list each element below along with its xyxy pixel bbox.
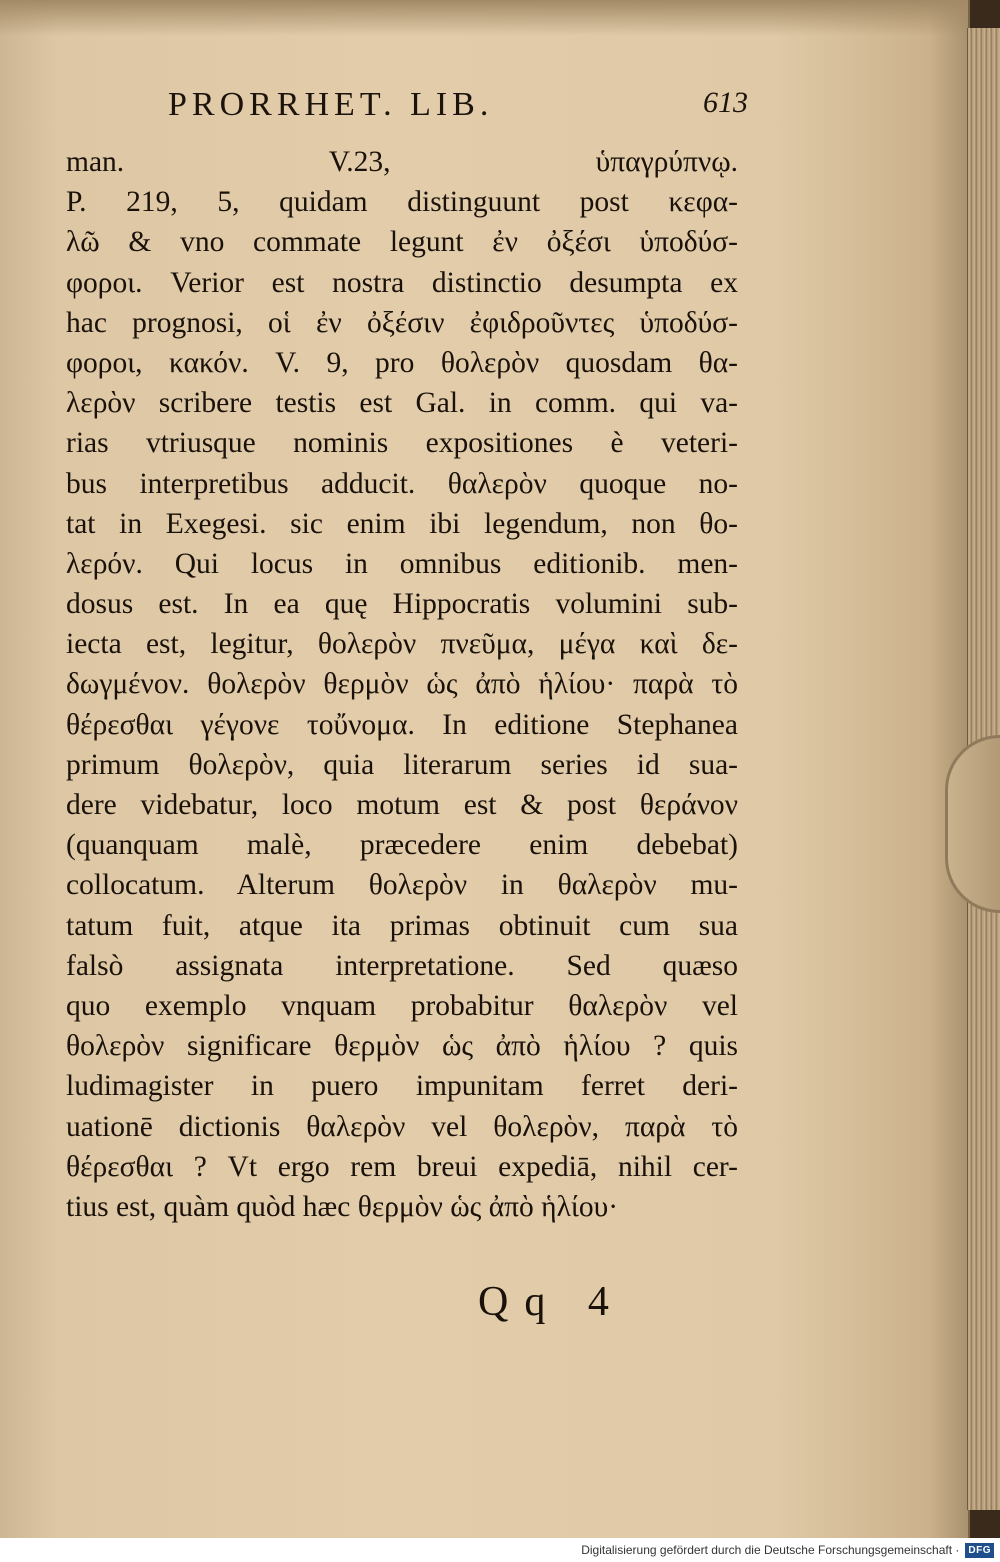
footer-bar xyxy=(0,1538,1000,1562)
text-line: tius est, quàm quòd hæc θερμὸν ὡς ἀπὸ ἡλίου· xyxy=(66,1190,619,1223)
text-line: ludimagister in puero impunitam ferret deri- xyxy=(66,1070,738,1103)
signature-mark: Qq 4 xyxy=(478,1279,625,1325)
text-line: collocatum. Alterum θολερὸν in θαλερὸν mu- xyxy=(66,869,738,902)
text-line: tat in Exegesi. sic enim ibi legendum, non θο- xyxy=(66,507,738,540)
text-line: hac prognosi, οἱ ἐν ὀξέσιν ἐφιδροῦντες ὑποδύσ- xyxy=(66,306,738,339)
running-head xyxy=(168,86,748,124)
text-line: uationē dictionis θαλερὸν vel θολερὸν, παρὰ τὸ xyxy=(66,1110,738,1143)
text-line: bus interpretibus adducit. θαλερὸν quoque no- xyxy=(66,467,738,500)
text-line: dere videbatur, loco motum est & post θεράνον xyxy=(66,789,738,821)
text-line: φοροι. Verior est nostra distinctio desumpta ex xyxy=(66,266,738,299)
text-line: λερόν. Qui locus in omnibus editionib. men- xyxy=(66,547,738,580)
text-line: λῶ & vno commate legunt ἐν ὀξέσι ὑποδύσ- xyxy=(66,226,738,259)
text-line: primum θολερὸν, quia literarum series id sua- xyxy=(66,748,738,781)
text-line: P. 219, 5, quidam distinguunt post κεφα- xyxy=(66,186,738,219)
book-clasp xyxy=(945,735,1000,913)
text-line: rias vtriusque nominis expositiones è veteri- xyxy=(66,427,738,460)
text-line: iecta est, legitur, θολερὸν πνεῦμα, μέγα καὶ δε- xyxy=(66,628,738,661)
page-top-shadow xyxy=(0,0,968,36)
text-line: dosus est. In ea quę Hippocratis volumini sub- xyxy=(66,588,738,621)
text-line: quo exemplo vnquam probabitur θαλερὸν vel xyxy=(66,989,738,1022)
text-line: θολερὸν significare θερμὸν ὡς ἀπὸ ἡλίου ? quis xyxy=(66,1030,738,1063)
text-line: δωγμένον. θολερὸν θερμὸν ὡς ἀπὸ ἡλίου· παρὰ τὸ xyxy=(66,668,738,701)
text-line: (quanquam malè, præcedere enim debebat) xyxy=(66,829,738,862)
funding-credit: Digitalisierung gefördert durch die Deutsche Forschungsgemeinschaft · xyxy=(581,1543,960,1557)
running-head-title: PRORRHET. LIB. xyxy=(168,86,494,123)
body-text xyxy=(66,142,738,1227)
text-line: tatum fuit, atque ita primas obtinuit cum sua xyxy=(66,909,738,942)
text-line: λερὸν scribere testis est Gal. in comm. qui va- xyxy=(66,387,738,420)
page-number: 613 xyxy=(703,86,748,119)
text-line: θέρεσθαι γέγονε τοὔνομα. In editione Stephanea xyxy=(66,708,738,741)
text-line: man. V.23, ὑπαγρύπνῳ. xyxy=(66,146,738,178)
dfg-logo-icon: DFG xyxy=(965,1543,994,1558)
text-line: falsò assignata interpretatione. Sed quæso xyxy=(66,949,738,982)
text-line: θέρεσθαι ? Vt ergo rem breui expediā, nihil cer- xyxy=(66,1150,738,1183)
text-line: φοροι, κακόν. V. 9, pro θολερὸν quosdam θα- xyxy=(66,346,738,379)
